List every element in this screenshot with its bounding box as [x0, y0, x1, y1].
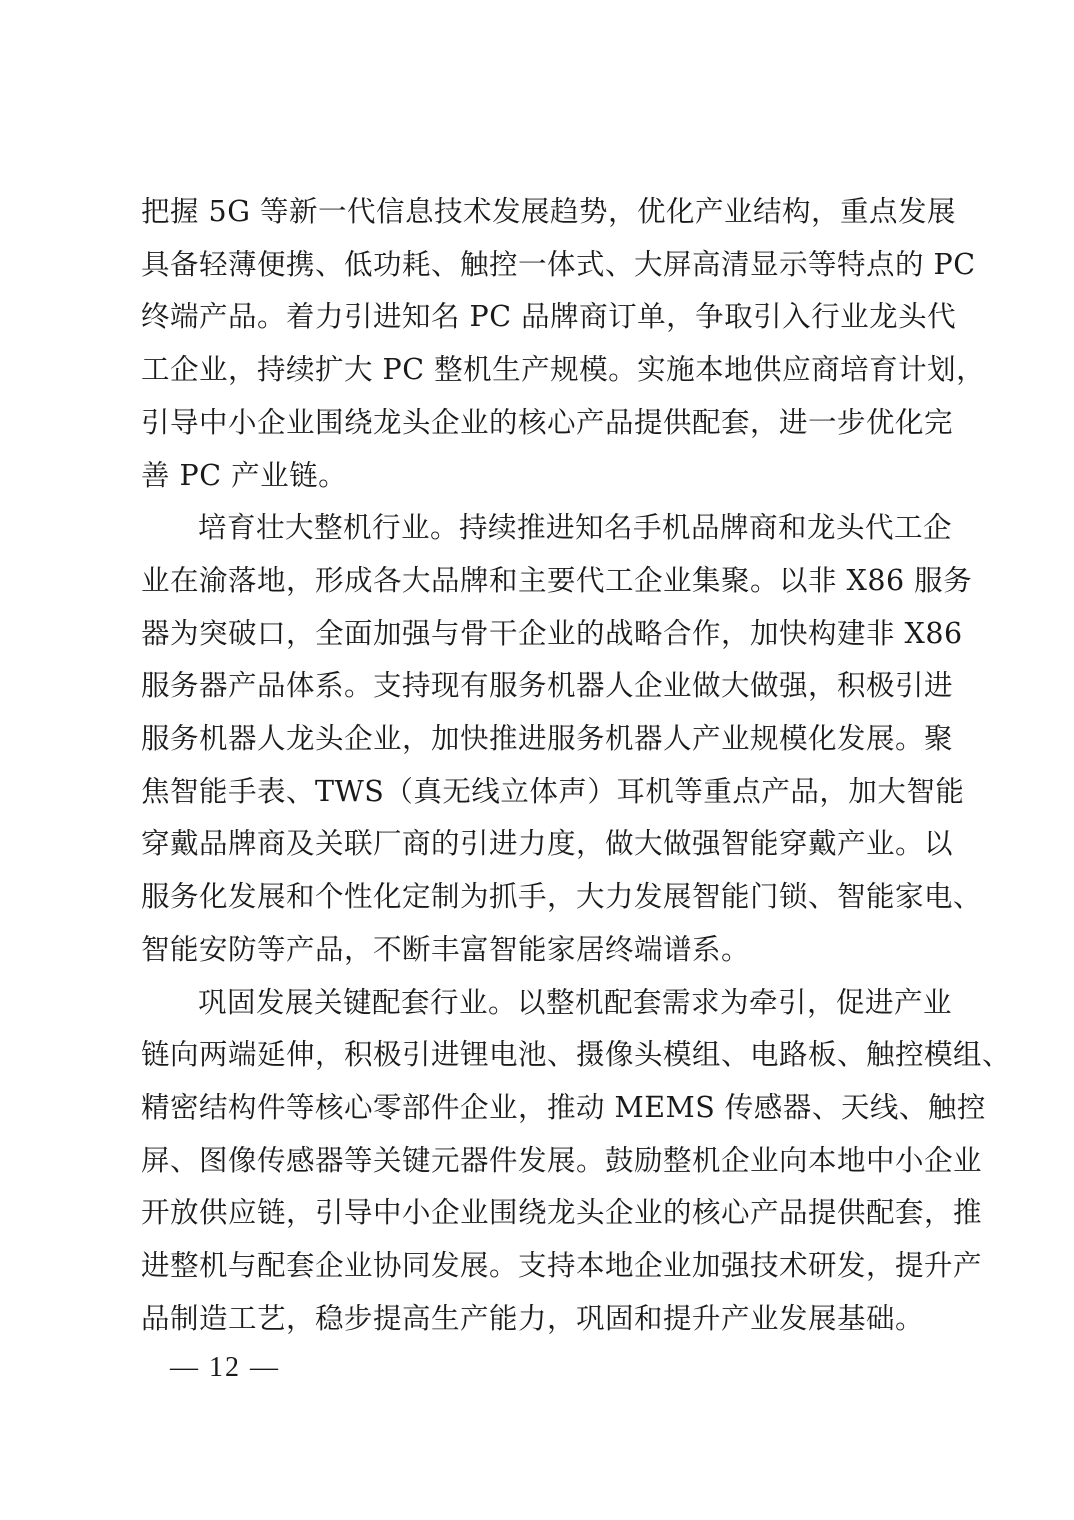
- text-line: 穿戴品牌商及关联厂商的引进力度，做大做强智能穿戴产业。以: [141, 827, 954, 861]
- text-line: 器为突破口，全面加强与骨干企业的战略合作，加快构建非 X86: [141, 616, 963, 650]
- text-line: 链向两端延伸，积极引进锂电池、摄像头模组、电路板、触控模组、: [141, 1038, 1012, 1072]
- text-line: 把握 5G 等新一代信息技术发展趋势，优化产业结构，重点发展: [141, 195, 957, 228]
- text-line: 巩固发展关键配套行业。以整机配套需求为牵引，促进产业: [198, 985, 953, 1019]
- body-text: [141, 186, 1012, 1345]
- paragraph-complete-machine: [141, 502, 983, 976]
- paragraph-supporting-industry: [141, 977, 1012, 1346]
- text-line: 工企业，持续扩大 PC 整机生产规模。实施本地供应商培育计划，: [141, 353, 986, 387]
- page-number: — 12 —: [170, 1352, 280, 1383]
- text-line: 服务化发展和个性化定制为抓手，大力发展智能门锁、智能家电、: [141, 880, 983, 914]
- text-line: 善 PC 产业链。: [141, 458, 348, 492]
- text-line: 开放供应链，引导中小企业围绕龙头企业的核心产品提供配套，推: [141, 1196, 983, 1230]
- text-line: 引导中小企业围绕龙头企业的核心产品提供配套，进一步优化完: [141, 405, 954, 439]
- text-line: 屏、图像传感器等关键元器件发展。鼓励整机企业向本地中小企业: [141, 1143, 983, 1177]
- text-line: 智能安防等产品，不断丰富智能家居终端谱系。: [141, 932, 751, 966]
- text-line: 培育壮大整机行业。持续推进知名手机品牌商和龙头代工企: [198, 511, 953, 545]
- text-line: 进整机与配套企业协同发展。支持本地企业加强技术研发，提升产: [141, 1249, 983, 1283]
- text-line: 品制造工艺，稳步提高生产能力，巩固和提升产业发展基础。: [141, 1301, 925, 1335]
- text-line: 具备轻薄便携、低功耗、触控一体式、大屏高清显示等特点的 PC: [141, 247, 976, 281]
- text-line: 精密结构件等核心零部件企业，推动 MEMS 传感器、天线、触控: [141, 1090, 986, 1124]
- text-line: 焦智能手表、TWS（真无线立体声）耳机等重点产品，加大智能: [141, 774, 965, 808]
- paragraph-pc-terminal: [141, 186, 986, 502]
- text-line: 服务器产品体系。支持现有服务机器人企业做大做强，积极引进: [141, 669, 954, 703]
- text-line: 服务机器人龙头企业，加快推进服务机器人产业规模化发展。聚: [141, 722, 954, 756]
- text-line: 终端产品。着力引进知名 PC 品牌商订单，争取引入行业龙头代: [141, 300, 957, 334]
- text-line: 业在渝落地，形成各大品牌和主要代工企业集聚。以非 X86 服务: [141, 563, 973, 597]
